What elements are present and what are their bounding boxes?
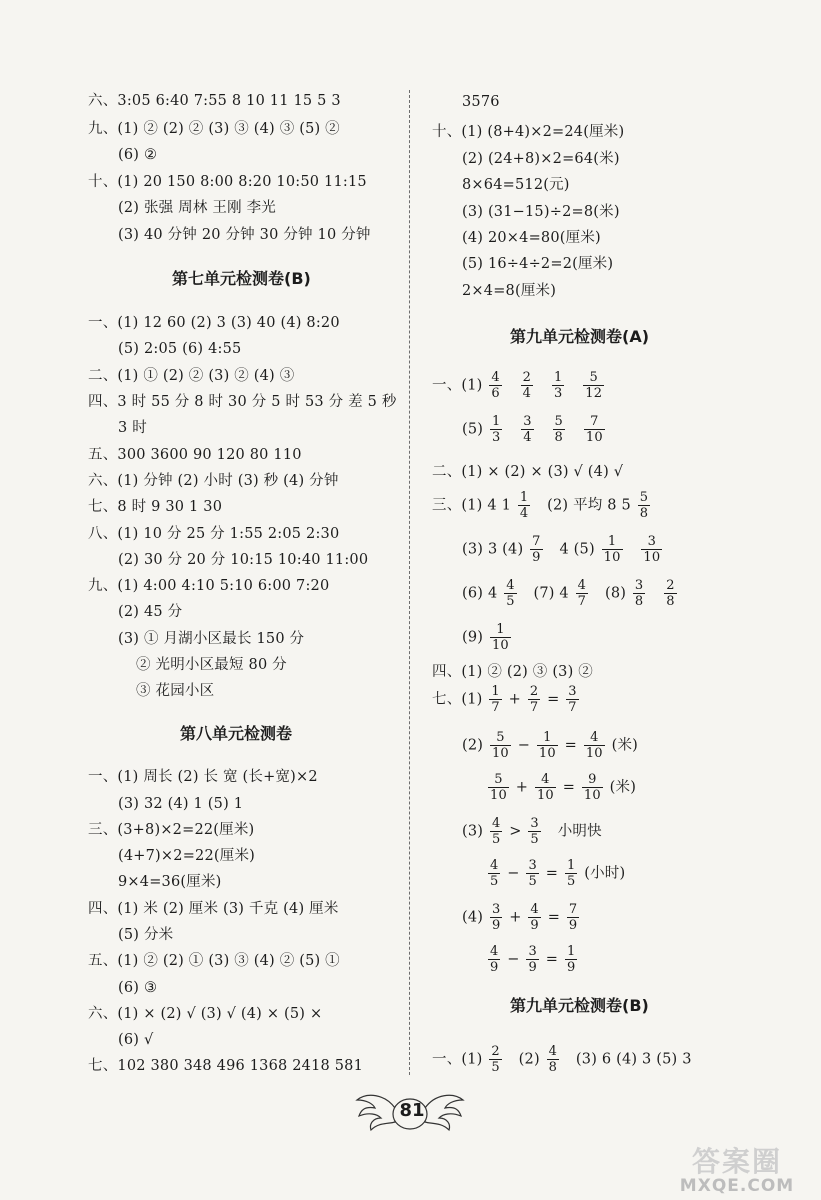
unit: (米) bbox=[609, 779, 637, 796]
answer-line: 3 时 bbox=[118, 420, 147, 436]
fraction bbox=[530, 534, 542, 565]
numerator: 1 bbox=[602, 534, 623, 550]
unit: (小时) bbox=[584, 865, 626, 882]
text: 4 (5) bbox=[559, 541, 595, 558]
conclusion: 小明快 bbox=[557, 823, 602, 840]
denominator: 10 bbox=[603, 550, 621, 565]
fraction bbox=[565, 944, 577, 975]
answer-line: 五、300 3600 90 120 80 110 bbox=[88, 447, 302, 463]
denominator: 7 bbox=[577, 594, 587, 609]
fraction bbox=[521, 414, 533, 445]
fraction bbox=[641, 534, 662, 565]
numerator: 4 bbox=[491, 370, 500, 385]
numerator: 7 bbox=[532, 534, 541, 549]
section-heading: 第八单元检测卷 bbox=[180, 724, 293, 743]
equals: = bbox=[562, 779, 576, 796]
answer-line: 五、(1) ② (2) ① (3) ③ (4) ② (5) ① bbox=[88, 953, 340, 969]
page-number: 81 bbox=[399, 1100, 425, 1121]
answer-line: (5) 16÷4÷2=2(厘米) bbox=[462, 256, 614, 272]
fraction bbox=[504, 578, 516, 609]
numerator: 3 bbox=[523, 414, 532, 429]
fraction bbox=[566, 684, 578, 715]
fraction-line bbox=[432, 490, 652, 521]
answer-line: 七、102 380 348 496 1368 2418 581 bbox=[88, 1058, 364, 1074]
fraction bbox=[638, 490, 650, 521]
answer-line: 四、(1) 米 (2) 厘米 (3) 千克 (4) 厘米 bbox=[88, 901, 339, 917]
fraction bbox=[489, 1044, 501, 1075]
equals: = bbox=[545, 951, 559, 968]
answer-line: 9×4=36(厘米) bbox=[118, 874, 222, 890]
denominator: 10 bbox=[490, 788, 507, 803]
numerator: 3 bbox=[568, 684, 577, 699]
equation-line bbox=[462, 902, 581, 933]
numerator: 4 bbox=[490, 858, 499, 873]
fraction bbox=[528, 902, 540, 933]
equation-line bbox=[486, 944, 579, 975]
operator: + bbox=[509, 909, 522, 926]
numerator: 7 bbox=[584, 414, 605, 430]
answer-line: 四、3 时 55 分 8 时 30 分 5 时 53 分 差 5 秒 bbox=[88, 394, 397, 410]
numerator: 4 bbox=[490, 944, 499, 959]
denominator: 9 bbox=[568, 918, 578, 933]
answer-line: 三、(3+8)×2=22(厘米) bbox=[88, 822, 255, 838]
equation-line bbox=[462, 816, 602, 847]
fraction bbox=[488, 944, 500, 975]
denominator: 6 bbox=[491, 386, 500, 401]
denominator: 4 bbox=[522, 386, 532, 401]
numerator: 2 bbox=[522, 370, 532, 385]
fraction bbox=[490, 414, 502, 445]
denominator: 5 bbox=[528, 874, 537, 889]
answer-line: (3) 32 (4) 1 (5) 1 bbox=[118, 796, 244, 812]
fraction bbox=[537, 730, 558, 761]
fraction bbox=[633, 578, 645, 609]
equals: = bbox=[545, 865, 559, 882]
denominator: 7 bbox=[491, 700, 500, 715]
answer-line: 一、(1) 12 60 (2) 3 (3) 40 (4) 8:20 bbox=[88, 315, 340, 331]
answer-line: (2) (24+8)×2=64(米) bbox=[462, 151, 620, 167]
equation-line bbox=[486, 858, 625, 889]
denominator: 5 bbox=[491, 1060, 500, 1075]
answer-line: 十、(1) 20 150 8:00 8:20 10:50 11:15 bbox=[88, 174, 367, 190]
fraction bbox=[602, 534, 623, 565]
fraction bbox=[576, 578, 588, 609]
denominator: 8 bbox=[634, 594, 644, 609]
fraction-line bbox=[432, 1044, 692, 1075]
denominator: 8 bbox=[666, 594, 675, 609]
fraction-line bbox=[462, 622, 513, 653]
answer-line: (4+7)×2=22(厘米) bbox=[118, 848, 256, 864]
fraction bbox=[584, 730, 605, 761]
answer-line: 六、(1) × (2) √ (3) √ (4) × (5) × bbox=[88, 1006, 323, 1022]
denominator: 7 bbox=[568, 700, 577, 715]
answer-line: 八、(1) 10 分 25 分 1:55 2:05 2:30 bbox=[88, 526, 340, 542]
prefix: (6) 4 bbox=[462, 585, 498, 602]
denominator: 5 bbox=[506, 594, 515, 609]
denominator: 4 bbox=[523, 430, 532, 445]
operator: + bbox=[508, 691, 522, 708]
answer-line: (2) 张强 周林 王刚 李光 bbox=[118, 200, 276, 216]
answer-line: 二、(1) × (2) × (3) √ (4) √ bbox=[432, 464, 624, 480]
prefix: (5) bbox=[462, 421, 484, 438]
prefix: (2) bbox=[462, 737, 484, 754]
fraction bbox=[535, 772, 556, 803]
denominator: 9 bbox=[528, 960, 537, 975]
unit: (米) bbox=[611, 737, 639, 754]
operator: − bbox=[507, 865, 520, 882]
denominator: 9 bbox=[532, 550, 541, 565]
denominator: 5 bbox=[566, 874, 576, 889]
answer-line: 十、(1) (8+4)×2=24(厘米) bbox=[432, 124, 625, 140]
denominator: 10 bbox=[491, 746, 509, 761]
section-heading: 第九单元检测卷(A) bbox=[510, 327, 650, 346]
answer-line: (3) 40 分钟 20 分钟 30 分钟 10 分钟 bbox=[118, 227, 371, 243]
equals: = bbox=[564, 737, 578, 754]
numerator: 1 bbox=[553, 370, 563, 385]
denominator: 10 bbox=[583, 788, 601, 803]
operator: − bbox=[517, 737, 531, 754]
numerator: 4 bbox=[535, 772, 556, 788]
answer-line: 六、3:05 6:40 7:55 8 10 11 15 5 3 bbox=[88, 93, 341, 109]
column-divider bbox=[409, 90, 410, 1075]
denominator: 10 bbox=[491, 638, 509, 653]
denominator: 10 bbox=[585, 430, 603, 445]
answer-line: (6) ③ bbox=[118, 980, 158, 996]
equation-line bbox=[486, 772, 636, 803]
prefix: 一、(1) bbox=[432, 377, 483, 394]
denominator: 9 bbox=[530, 918, 539, 933]
watermark-url: MXQE.COM bbox=[679, 1176, 795, 1196]
equals: = bbox=[547, 909, 561, 926]
fraction bbox=[526, 858, 538, 889]
equation-line bbox=[432, 684, 581, 715]
text: (7) 4 bbox=[533, 585, 569, 602]
prefix: (3) 3 (4) bbox=[462, 541, 524, 558]
answer-line: 二、(1) ① (2) ② (3) ② (4) ③ bbox=[88, 368, 295, 384]
prefix: (9) bbox=[462, 629, 484, 646]
answer-line: (6) ② bbox=[118, 147, 158, 163]
answer-line: 七、8 时 9 30 1 30 bbox=[88, 499, 223, 515]
numerator: 4 bbox=[577, 578, 587, 593]
numerator: 4 bbox=[530, 902, 539, 917]
answer-line: 3576 bbox=[462, 94, 500, 110]
numerator: 4 bbox=[491, 816, 501, 831]
denominator: 9 bbox=[490, 960, 499, 975]
fraction-line bbox=[462, 578, 679, 609]
denominator: 9 bbox=[491, 918, 501, 933]
numerator: 9 bbox=[582, 772, 603, 788]
fraction bbox=[565, 858, 577, 889]
operator: > bbox=[509, 823, 522, 840]
answer-line: (3) (31−15)÷2=8(米) bbox=[462, 204, 620, 220]
answer-line: (6) √ bbox=[118, 1032, 154, 1048]
numerator: 4 bbox=[506, 578, 515, 593]
fraction bbox=[490, 622, 511, 653]
prefix: (4) bbox=[462, 909, 484, 926]
denominator: 10 bbox=[536, 788, 554, 803]
numerator: 1 bbox=[519, 490, 529, 505]
numerator: 5 bbox=[639, 490, 649, 505]
fraction-line bbox=[462, 534, 664, 565]
equation-line bbox=[462, 730, 638, 761]
numerator: 5 bbox=[490, 730, 511, 746]
numerator: 1 bbox=[490, 622, 511, 638]
numerator: 3 bbox=[491, 902, 501, 917]
answer-line: 2×4=8(厘米) bbox=[462, 283, 557, 299]
operator: − bbox=[507, 951, 520, 968]
fraction bbox=[582, 772, 603, 803]
denominator: 3 bbox=[491, 430, 501, 445]
denominator: 5 bbox=[491, 832, 501, 847]
fraction bbox=[490, 816, 502, 847]
equals: = bbox=[547, 691, 560, 708]
denominator: 8 bbox=[548, 1060, 558, 1075]
fraction bbox=[664, 578, 676, 609]
denominator: 8 bbox=[639, 506, 649, 521]
fraction bbox=[526, 944, 538, 975]
denominator: 7 bbox=[529, 700, 539, 715]
prefix: 三、(1) 4 1 bbox=[432, 497, 512, 514]
section-heading: 第七单元检测卷(B) bbox=[172, 269, 311, 288]
answer-line: 一、(1) 周长 (2) 长 宽 (长+宽)×2 bbox=[88, 769, 318, 785]
prefix: 一、(1) bbox=[432, 1051, 483, 1068]
denominator: 5 bbox=[490, 874, 499, 889]
answer-line: ③ 花园小区 bbox=[136, 683, 215, 699]
answer-line: 四、(1) ② (2) ③ (3) ② bbox=[432, 664, 593, 680]
numerator: 3 bbox=[528, 858, 537, 873]
denominator: 12 bbox=[585, 386, 603, 401]
fraction-line bbox=[432, 370, 606, 401]
fraction bbox=[488, 772, 509, 803]
numerator: 5 bbox=[554, 414, 564, 429]
fraction bbox=[584, 414, 605, 445]
answer-line: (5) 分米 bbox=[118, 927, 174, 943]
prefix: 七、(1) bbox=[432, 691, 483, 708]
denominator: 10 bbox=[585, 746, 603, 761]
text: (8) bbox=[604, 585, 627, 602]
numerator: 5 bbox=[488, 772, 509, 788]
fraction bbox=[547, 1044, 559, 1075]
numerator: 1 bbox=[537, 730, 558, 746]
numerator: 3 bbox=[634, 578, 644, 593]
fraction bbox=[489, 684, 501, 715]
answer-line: (2) 45 分 bbox=[118, 604, 183, 620]
answer-line: (2) 30 分 20 分 10:15 10:40 11:00 bbox=[118, 552, 369, 568]
answer-line: 8×64=512(元) bbox=[462, 177, 570, 193]
fraction bbox=[553, 414, 565, 445]
fraction bbox=[528, 816, 540, 847]
denominator: 4 bbox=[519, 506, 529, 521]
denominator: 10 bbox=[643, 550, 661, 565]
numerator: 2 bbox=[529, 684, 539, 699]
fraction bbox=[490, 730, 511, 761]
numerator: 5 bbox=[583, 370, 604, 386]
numerator: 1 bbox=[491, 684, 500, 699]
answer-line: (5) 2:05 (6) 4:55 bbox=[118, 341, 242, 357]
numerator: 7 bbox=[568, 902, 578, 917]
answer-line: 九、(1) ② (2) ② (3) ③ (4) ③ (5) ② bbox=[88, 121, 340, 137]
denominator: 9 bbox=[566, 960, 576, 975]
answer-line: ② 光明小区最短 80 分 bbox=[136, 657, 287, 673]
fraction bbox=[528, 684, 540, 715]
numerator: 1 bbox=[491, 414, 501, 429]
denominator: 10 bbox=[538, 746, 556, 761]
operator: + bbox=[515, 779, 529, 796]
fraction bbox=[521, 370, 533, 401]
fraction bbox=[490, 902, 502, 933]
fraction bbox=[552, 370, 564, 401]
numerator: 1 bbox=[566, 944, 576, 959]
prefix: (3) bbox=[462, 823, 484, 840]
section-heading: 第九单元检测卷(B) bbox=[510, 996, 649, 1015]
fraction bbox=[583, 370, 604, 401]
text: (2) bbox=[518, 1051, 540, 1068]
numerator: 2 bbox=[491, 1044, 500, 1059]
numerator: 4 bbox=[584, 730, 605, 746]
numerator: 3 bbox=[641, 534, 662, 550]
numerator: 3 bbox=[528, 944, 537, 959]
text: (3) 6 (4) 3 (5) 3 bbox=[575, 1051, 692, 1068]
answer-line: (4) 20×4=80(厘米) bbox=[462, 230, 601, 246]
text: (2) 平均 8 5 bbox=[547, 497, 631, 514]
numerator: 1 bbox=[566, 858, 576, 873]
watermark-logo: 答案圈 bbox=[691, 1145, 782, 1178]
denominator: 3 bbox=[553, 386, 563, 401]
watermark bbox=[662, 1140, 812, 1200]
fraction bbox=[488, 858, 500, 889]
answer-line: (3) ① 月湖小区最长 150 分 bbox=[118, 631, 305, 647]
denominator: 8 bbox=[554, 430, 564, 445]
fraction bbox=[489, 370, 501, 401]
denominator: 5 bbox=[530, 832, 539, 847]
fraction bbox=[567, 902, 579, 933]
numerator: 3 bbox=[530, 816, 539, 831]
answer-line: 六、(1) 分钟 (2) 小时 (3) 秒 (4) 分钟 bbox=[88, 473, 339, 489]
fraction-line bbox=[462, 414, 607, 445]
answer-line: 九、(1) 4:00 4:10 5:10 6:00 7:20 bbox=[88, 578, 330, 594]
numerator: 2 bbox=[666, 578, 675, 593]
numerator: 4 bbox=[548, 1044, 558, 1059]
fraction bbox=[518, 490, 530, 521]
